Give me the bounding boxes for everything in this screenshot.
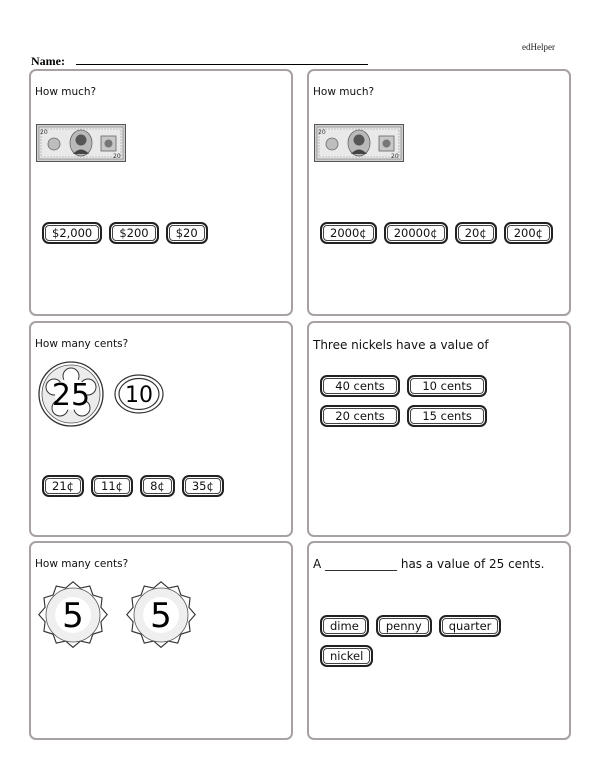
answer-choice[interactable]: 21¢: [42, 475, 84, 497]
question-card-6: [307, 541, 571, 740]
name-label: Name:: [31, 54, 65, 68]
coin-value: 25: [51, 378, 91, 413]
answer-choice[interactable]: 20000¢: [384, 222, 448, 244]
twenty-dollar-bill-icon: [314, 124, 404, 166]
answer-choice[interactable]: quarter: [439, 615, 502, 637]
question-text: How many cents?: [35, 558, 129, 570]
answer-choice[interactable]: 10 cents: [407, 375, 487, 397]
answer-choice[interactable]: 20 cents: [320, 405, 400, 427]
answer-choice[interactable]: 15 cents: [407, 405, 487, 427]
question-text: Three nickels have a value of: [313, 338, 489, 352]
question-text: How much?: [313, 86, 375, 98]
answer-choices: [320, 222, 560, 252]
question-text: How many cents?: [35, 338, 129, 350]
answer-choices: [320, 615, 560, 675]
answer-choices: [320, 375, 530, 435]
question-card-4: [307, 321, 571, 537]
nickel-coin-icon: [127, 582, 195, 648]
answer-choices: [42, 222, 210, 252]
answer-choice[interactable]: 200¢: [504, 222, 553, 244]
bill-value: 20: [113, 153, 121, 160]
question-card-1: [29, 69, 293, 316]
answer-choice[interactable]: $200: [109, 222, 158, 244]
question-text: How much?: [35, 86, 97, 98]
question-card-2: [307, 69, 571, 316]
dime-coin-icon: [115, 375, 163, 413]
bill-value: 20: [391, 153, 399, 160]
answer-choices: [42, 475, 226, 505]
answer-choice[interactable]: $20: [166, 222, 208, 244]
answer-choice[interactable]: 35¢: [182, 475, 224, 497]
question-card-3: [29, 321, 293, 537]
answer-choice[interactable]: 40 cents: [320, 375, 400, 397]
answer-choice[interactable]: $2,000: [42, 222, 102, 244]
brand-label: edHelper: [522, 42, 555, 52]
nickel-coin-icon: [39, 582, 107, 648]
bill-value: 20: [318, 129, 326, 136]
coin-group: [35, 361, 175, 431]
answer-choice[interactable]: dime: [320, 615, 369, 637]
answer-choice[interactable]: 8¢: [140, 475, 175, 497]
question-text: A ____________ has a value of 25 cents.: [313, 557, 545, 571]
answer-choice[interactable]: nickel: [320, 645, 373, 667]
answer-choice[interactable]: 20¢: [455, 222, 497, 244]
name-line[interactable]: [76, 64, 368, 65]
twenty-dollar-bill-icon: [36, 124, 126, 166]
coin-group: [35, 581, 215, 657]
question-card-5: [29, 541, 293, 740]
answer-choice[interactable]: 11¢: [91, 475, 133, 497]
coin-value: 5: [150, 596, 172, 636]
coin-value: 5: [62, 596, 84, 636]
answer-choice[interactable]: 2000¢: [320, 222, 377, 244]
quarter-coin-icon: [39, 362, 103, 426]
bill-value: 20: [40, 129, 48, 136]
answer-choice[interactable]: penny: [376, 615, 432, 637]
coin-value: 10: [125, 383, 153, 408]
